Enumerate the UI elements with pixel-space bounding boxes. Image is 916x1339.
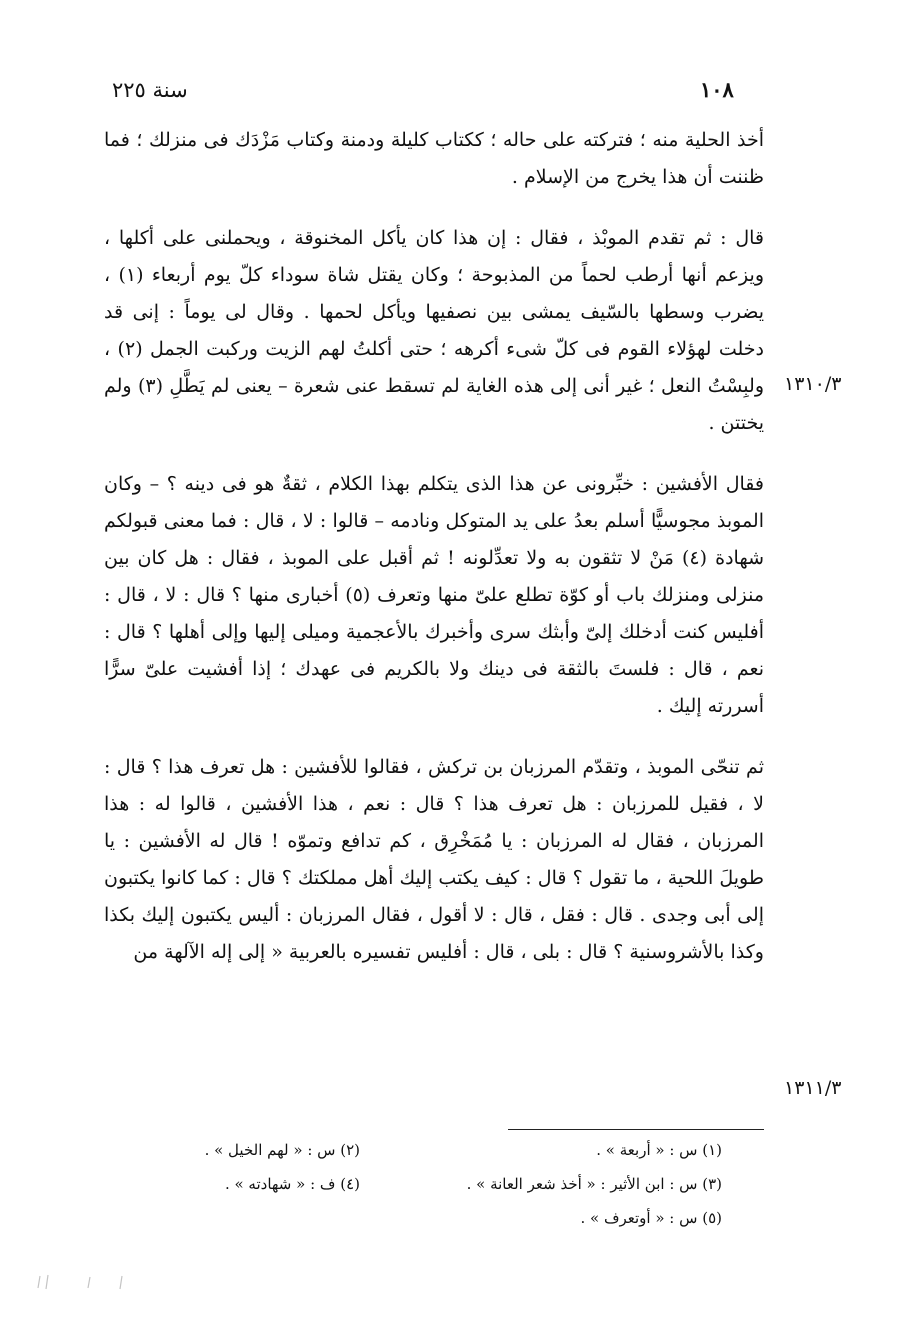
page-number: ١٠٨ [700, 77, 734, 102]
paragraph: فقال الأفشين : خبِّرونى عن هذا الذى يتكلم بهذا الكلام ، ثقةٌ هو فى دينه ؟ – وكان الموبذ مجوسيًّا أسلم بعدُ على يد المتوكل ونادمه – قالوا : لا ، قال : فما معنى قبولكم شهادة (٤) مَنْ لا تثقون به ولا تعدِّلونه ! ثم أقبل على الموبذ ، فقال : هل كان بين منزلى ومنزلك باب أو كوّة تطلع علىّ منها وتعرف (٥) أخبارى منها ؟ قال : لا ، قال : أفليس كنت أدخلك إلىّ وأبثك سرى وأخبرك بالأعجمية وميلى إليها وإلى أهلها ؟ قال : نعم ، قال : فلستَ بالثقة فى دينك ولا بالكريم فى عهدك ؛ إذا أفشيت علىّ سرًّا أسررته إليك . [104, 473, 764, 717]
paragraph: أخذ الحلية منه ؛ فتركته على حاله ؛ ككتاب كليلة ودمنة وكتاب مَزْدَك فى منزلك ؛ فما ظننت أن هذا يخرج من الإسلام . [104, 129, 764, 188]
margin-reference: ١٣١١/٣ [784, 1077, 842, 1099]
paragraph: ثم تنحّى الموبذ ، وتقدّم المرزبان بن تركش ، فقالوا للأفشين : هل تعرف هذا ؟ قال : لا ، فقيل للمرزبان : هل تعرف هذا ؟ قال : نعم ، هذا الأفشين ، قالوا له : هذا المرزبان ، فقال له المرزبان : يا مُمَخْرِق ، كم تدافع وتموّه ! قال له الأفشين : يا طويلَ اللحية ، ما تقول ؟ قال : كيف يكتب إليك أهل مملكتك ؟ قال : كما كانوا يكتبون إلى أبى وجدى . قال : فقل ، قال : لا أقول ، فقال المرزبان : أليس يكتبون إليك بكذا وكذا بالأشروسنية ؟ قال : بلى ، قال : أفليس تفسيره بالعربية « إلى إله الآلهة من [104, 756, 764, 963]
paragraph: قال : ثم تقدم الموبْذ ، فقال : إن هذا كان يأكل المخنوقة ، ويحملنى على أكلها ، ويزعم أنها أرطب لحماً من المذبوحة ؛ وكان يقتل شاة سوداء كلّ يوم أربعاء (١) ، يضرب وسطها بالسّيف يمشى بين نصفيها ويأكل لحمها . وقال لى يوماً : إنى قد دخلت لهؤلاء القوم فى كلّ شىء أكرهه ؛ حتى أكلتُ لهم الزيت وركبت الجمل (٢) ، ولبِسْتُ النعل ؛ غير أنى إلى هذه الغاية لم تسقط عنى شعرة – يعنى لم يَطَّلِ (٣) ولم يختتن . [104, 227, 765, 434]
footnote-divider [508, 1129, 764, 1130]
footnote: (٥) س : « أوتعرف » . [580, 1209, 722, 1227]
footnote: (٤) ف : « شهادته » . [224, 1175, 360, 1193]
footnote: (١) س : « أربعة » . [596, 1141, 722, 1159]
main-text [104, 122, 764, 971]
scan-mark-decoration [30, 1272, 150, 1292]
year-heading: سنة ٢٢٥ [112, 78, 188, 102]
footnote: (٣) س : ابن الأثير : « أخذ شعر العانة » . [466, 1175, 722, 1193]
footnote: (٢) س : « لهم الخيل » . [204, 1141, 360, 1159]
margin-reference: ١٣١٠/٣ [784, 373, 842, 395]
